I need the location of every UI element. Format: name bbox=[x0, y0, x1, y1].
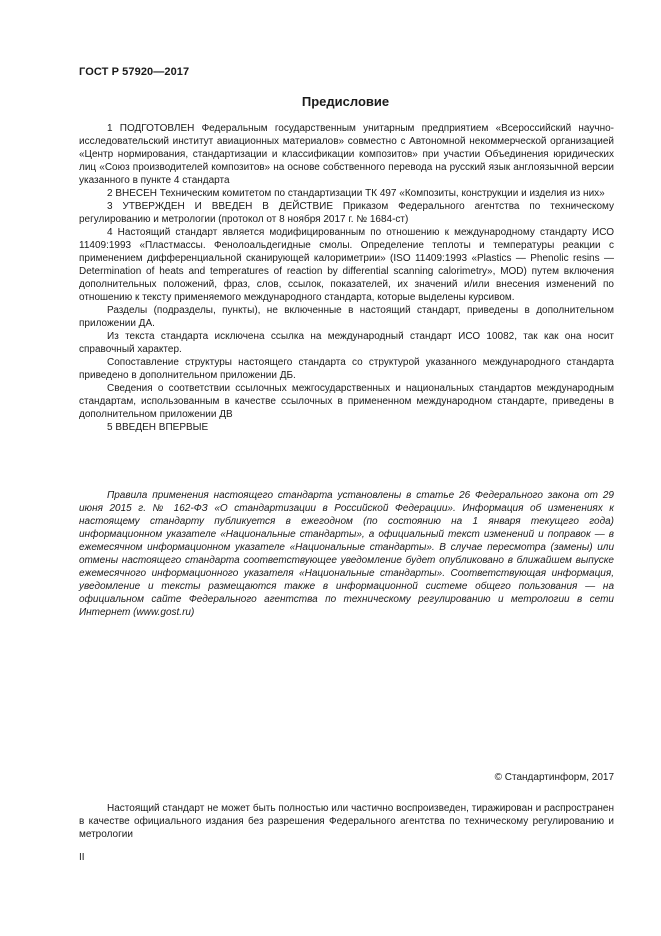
paragraph-prepared-by: 1 ПОДГОТОВЛЕН Федеральным государственным унитарным предприятием «Всероссийский научно-исследовательский институт авиационных материалов» совместно с Автономной некоммерческой организацией «Центр нормирования, стандартизации и классификации композитов» при участии Объединения юридических лиц «Союз производителей композитов» на основе собственного перевода на русский язык англоязычной версии указанного в пункте 4 стандарта bbox=[79, 123, 614, 186]
application-rules-notice bbox=[79, 489, 614, 619]
notice-text: Правила применения настоящего стандарта установлены в статье 26 Федерального закона от 29 июня 2015 г. № 162-ФЗ «О стандартизации в Российской Федерации». Информация об изменениях к настоящему стандарту публикуется в ежегодном (по состоянию на 1 января текущего года) информационном указателе «Национальные стандарты», а официальный текст изменений и поправок — в ежемесячном информационном указателе «Национальные стандарты». В случае пересмотра (замены) или отмены настоящего стандарта соответствующее уведомление будет опубликовано в ближайшем выпуске ежемесячного информационного указателя «Национальные стандарты». Соответствующая информация, уведомление и тексты размещаются также в информационной системе общего пользования — на официальном сайте Федерального агентства по техническому регулированию и метрологии в сети Интернет (www.gost.ru) bbox=[79, 490, 614, 618]
page-number: II bbox=[79, 852, 85, 863]
copyright: © Стандартинформ, 2017 bbox=[494, 772, 614, 783]
paragraph-submitted-by: 2 ВНЕСЕН Техническим комитетом по стандартизации ТК 497 «Композиты, конструкции и изделия из них» bbox=[107, 188, 605, 199]
standard-id: ГОСТ Р 57920—2017 bbox=[79, 66, 190, 78]
paragraph-reference-correspondence: Сведения о соответствии ссылочных межгосударственных и национальных стандартов международным стандартам, использованным в качестве ссылочных в примененном международном стандарте, приведены в дополнительном приложении ДВ bbox=[79, 383, 614, 420]
page-title: Предисловие bbox=[301, 94, 390, 109]
paragraph-approved: 3 УТВЕРЖДЕН И ВВЕДЕН В ДЕЙСТВИЕ Приказом Федерального агентства по техническому регулированию и метрологии (протокол от 8 ноября 2017 г. № 1684-ст) bbox=[79, 201, 614, 225]
reproduction-disclaimer bbox=[79, 802, 614, 841]
foreword-body bbox=[79, 122, 614, 434]
paragraph-structure-comparison: Сопоставление структуры настоящего стандарта со структурой указанного международного стандарта приведено в дополнительном приложении ДБ. bbox=[79, 357, 614, 381]
paragraph-sections-excluded: Разделы (подразделы, пункты), не включенные в настоящий стандарт, приведены в дополнительном приложении ДА. bbox=[79, 305, 614, 329]
disclaimer-text: Настоящий стандарт не может быть полностью или частично воспроизведен, тиражирован и распространен в качестве официального издания без разрешения Федерального агентства по техническому регулированию и метрологии bbox=[79, 803, 614, 840]
paragraph-modification: 4 Настоящий стандарт является модифицированным по отношению к международному стандарту ИСО 11409:1993 «Пластмассы. Фенолоальдегидные смолы. Определение теплоты и температуры реакции с применением дифференциальной сканирующей калориметрии» (ISO 11409:1993 «Plastics — Phenolic resins — Determination of heats and temperatures of reaction by differential scanning calorimetry», MOD) путем включения дополнительных положений, фраз, слов, ссылок, показателей, их значений и/или внесения изменений по отношению к тексту применяемого международного стандарта, которые выделены курсивом. bbox=[79, 227, 614, 303]
paragraph-reference-excluded: Из текста стандарта исключена ссылка на международный стандарт ИСО 10082, так как она носит справочный характер. bbox=[79, 331, 614, 355]
paragraph-first-introduced: 5 ВВЕДЕН ВПЕРВЫЕ bbox=[107, 422, 209, 433]
